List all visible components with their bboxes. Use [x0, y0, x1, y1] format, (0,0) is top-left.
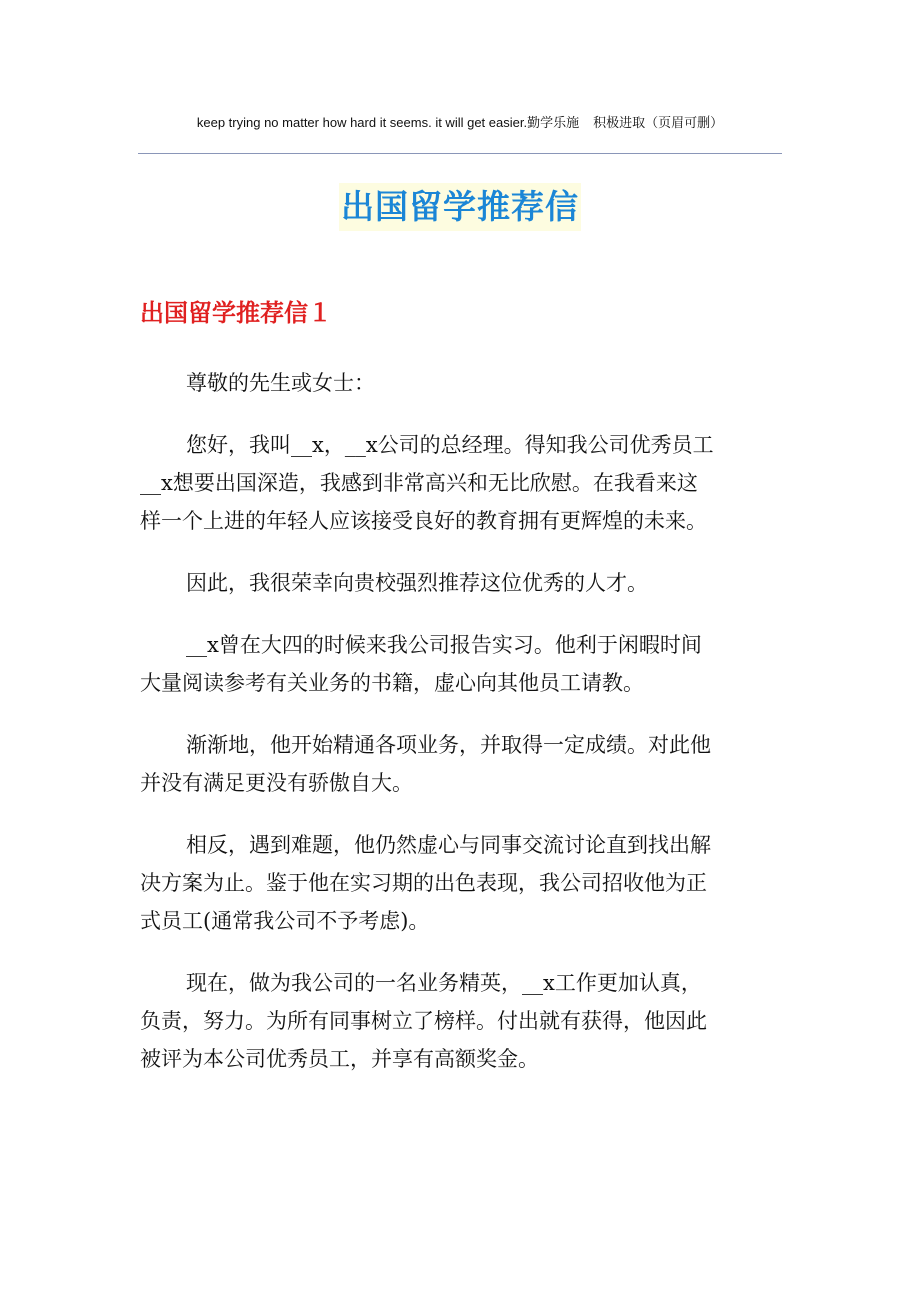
paragraph-line: 现在，做为我公司的一名业务精英，__x工作更加认真， — [186, 971, 702, 995]
header-note: 积极进取（页眉可删） — [593, 116, 724, 131]
paragraph-achievement — [140, 964, 768, 1078]
paragraph-introduction — [140, 426, 768, 540]
document-title: 出国留学推荐信 — [339, 183, 581, 231]
section-heading: 出国留学推荐信１ — [140, 298, 332, 327]
paragraph-line: 式员工(通常我公司不予考虑)。 — [140, 909, 430, 933]
paragraph-recommendation — [140, 564, 768, 602]
header-motto-en: keep trying no matter how hard it seems. it will get easier. — [196, 115, 528, 130]
paragraph-line: 大量阅读参考有关业务的书籍，虚心向其他员工请教。 — [140, 671, 644, 695]
paragraph-progress — [140, 726, 768, 802]
paragraph-line: 您好，我叫__x，__x公司的总经理。得知我公司优秀员工 — [186, 433, 714, 457]
paragraph-line: 负责，努力。为所有同事树立了榜样。付出就有获得，他因此 — [140, 1009, 707, 1033]
paragraph-line: 渐渐地，他开始精通各项业务，并取得一定成绩。对此他 — [186, 733, 711, 757]
paragraph-line: 被评为本公司优秀员工，并享有高额奖金。 — [140, 1047, 539, 1071]
header-motto-cn: 勤学乐施 — [527, 116, 580, 131]
letter-body — [140, 364, 768, 1102]
paragraph-line: 决方案为止。鉴于他在实习期的出色表现，我公司招收他为正 — [140, 871, 707, 895]
paragraph-line: __x曾在大四的时候来我公司报告实习。他利于闲暇时间 — [186, 633, 702, 657]
paragraph-salutation — [140, 364, 768, 402]
paragraph-line: 并没有满足更没有骄傲自大。 — [140, 771, 413, 795]
paragraph-line: __x想要出国深造，我感到非常高兴和无比欣慰。在我看来这 — [140, 471, 698, 495]
page-header — [138, 113, 782, 134]
paragraph-line: 因此，我很荣幸向贵校强烈推荐这位优秀的人才。 — [186, 571, 648, 595]
paragraph-line: 尊敬的先生或女士： — [186, 371, 375, 395]
paragraph-hiring — [140, 826, 768, 940]
paragraph-internship — [140, 626, 768, 702]
paragraph-line: 样一个上进的年轻人应该接受良好的教育拥有更辉煌的未来。 — [140, 509, 707, 533]
paragraph-line: 相反，遇到难题，他仍然虚心与同事交流讨论直到找出解 — [186, 833, 711, 857]
title-container — [0, 183, 920, 231]
header-divider — [138, 153, 782, 154]
